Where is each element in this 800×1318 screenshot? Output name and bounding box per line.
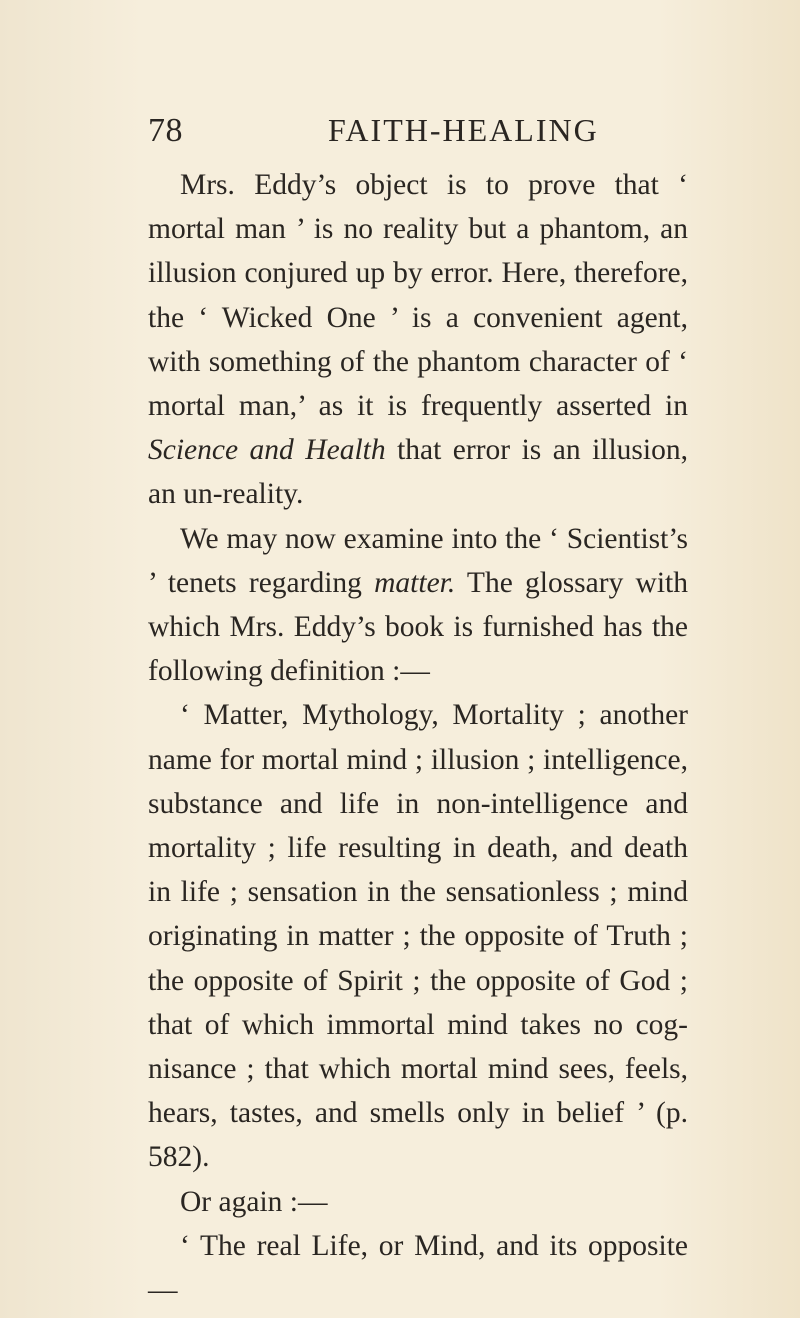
text-segment: Mrs. Eddy’s object is to prove that ‘ mortal man ’ is no reality but a phantom, an illusion conjured up by error. Here, therefore, the ‘ Wicked One ’ is a convenient agent, with something of the phantom character of ‘ mortal man,’ as it is frequently asserted in (148, 169, 688, 423)
page-header (148, 112, 688, 158)
page-number: 78 (148, 112, 183, 149)
paragraph (148, 163, 688, 517)
quoted-definition (148, 693, 688, 1179)
paragraph (148, 1180, 688, 1224)
text-segment: ‘ The real Life, or Mind, and its opposite— (148, 1229, 688, 1307)
italic-title: Science and Health (148, 434, 386, 467)
text-segment: The glossary with which Mrs. Eddy’s book is furnished has the following definition :— (148, 566, 688, 688)
quoted-line (148, 1224, 688, 1312)
italic-term: matter. (374, 566, 456, 599)
paragraph (148, 517, 688, 694)
text-segment: Or again :— (180, 1185, 328, 1218)
text-segment: that error is an illusion, an un-reality. (148, 434, 688, 511)
text-segment: ‘ Matter, Mythology, Mortality ; another name for mortal mind ; illusion ; intelligence, substance and life in non-intelligence and mortality ; life resulting in death, and death in life ; sensation in the sensationless ; mind originating in matter ; the opposite of Truth ; the opposite of Spirit ; the opposite of God ; that of which immortal mind takes no cog-nisance ; that which mortal mind sees, feels, hears, tastes, and smells only in belief ’ (p. 582). (148, 699, 688, 1174)
text-segment: We may now examine into the ‘ Scientist’s ’ tenets regarding (148, 522, 688, 599)
body-text (148, 163, 688, 1312)
running-head: FAITH-HEALING (328, 112, 599, 148)
